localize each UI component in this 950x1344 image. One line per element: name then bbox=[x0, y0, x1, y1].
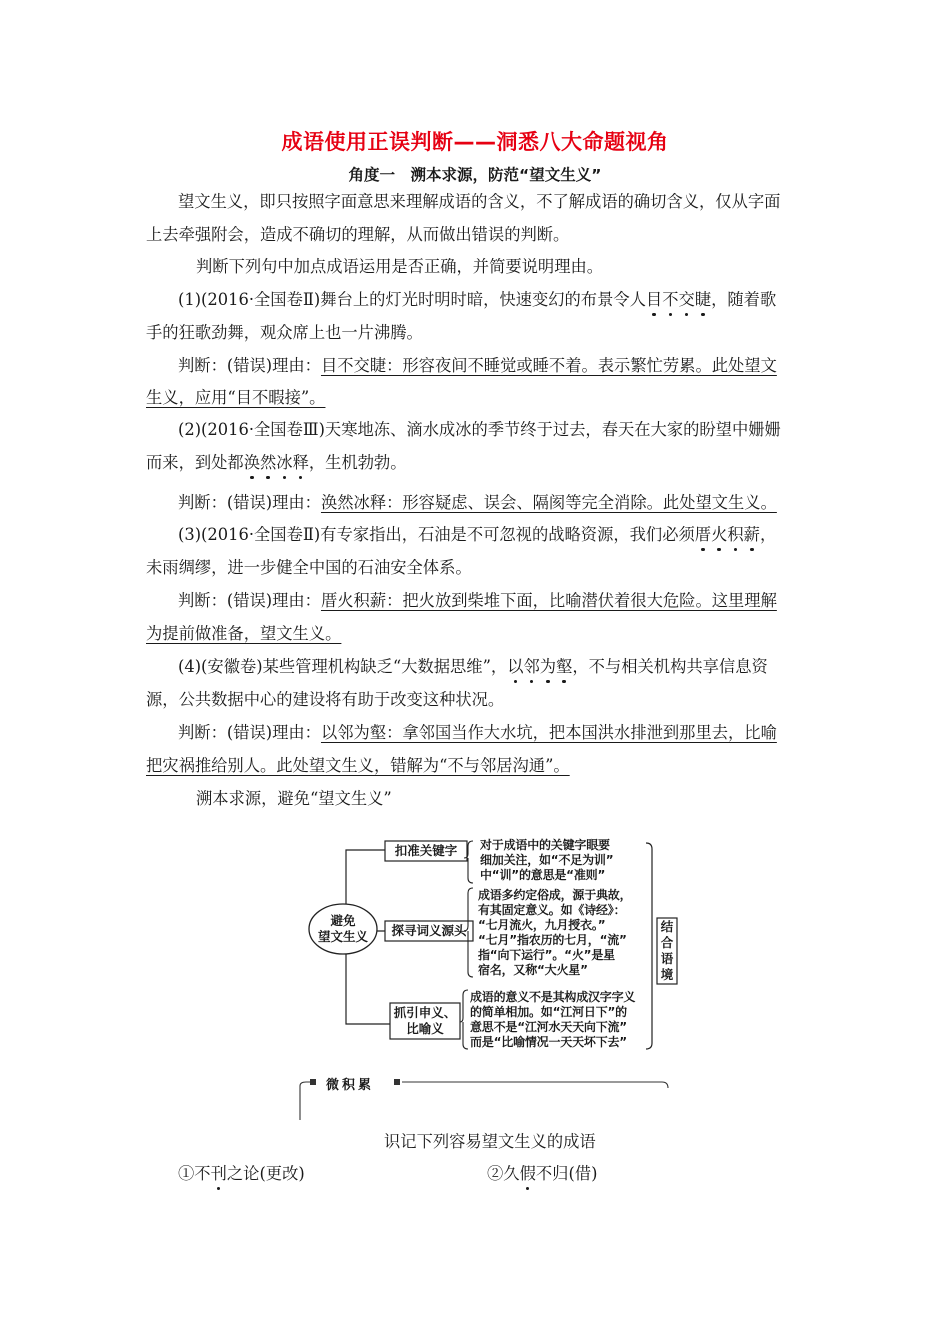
instruction: 判断下列句中加点成语运用是否正确，并简要说明理由。 bbox=[196, 257, 604, 276]
branch-label-1: 扣准关键字 bbox=[394, 843, 458, 858]
intro-line-2: 上去牵强附会，造成不确切的理解，从而做出错误的判断。 bbox=[146, 225, 570, 244]
answer-3-line-1: 判断：(错误)理由：厝火积薪：把火放到柴堆下面，比喻潜伏着很大危险。这里理解 bbox=[178, 591, 777, 610]
answer-1-line-2: 生义，应用“目不暇接”。 bbox=[146, 388, 326, 407]
question-2-line-1: (2)(2016·全国卷Ⅲ)天寒地冻、滴水成冰的季节终于过去，春天在大家的盼望中姗姗 bbox=[178, 420, 781, 439]
mind-map-center: 避免 望文生义 bbox=[317, 913, 368, 944]
dotted-idiom: 以邻为壑 bbox=[507, 657, 573, 676]
answer-1-line-1: 判断：(错误)理由：目不交睫：形容夜间不睡觉或睡不着。表示繁忙劳累。此处望文 bbox=[178, 356, 777, 375]
branch-text-3: 成语的意义不是其构成汉字字义 的简单相加。如“江河日下”的 意思不是“江河水天天向下流” 而是“比喻情况一天天坏下去” bbox=[470, 990, 636, 1049]
section-heading: 角度一 溯本求源，防范“望文生义” bbox=[348, 166, 602, 184]
accumulate-label: 微积累 bbox=[326, 1078, 375, 1093]
intro-line-1: 望文生义，即只按照字面意思来理解成语的含义，不了解成语的确切含义，仅从字面 bbox=[178, 192, 781, 211]
answer-3-line-2: 为提前做准备，望文生义。 bbox=[146, 624, 342, 643]
idiom-item-2: ②久假不归(借) bbox=[487, 1164, 598, 1183]
dotted-idiom: 厝火积薪 bbox=[694, 525, 760, 544]
branch-text-2: 成语多约定俗成，源于典故， 有其固定意义。如《诗经》： “七月流火，九月授衣。” “七月”指农历的七月，“流” 指“向下运行”。“火”是星 宿名，又称“大火星” bbox=[478, 888, 632, 977]
question-1-line-1: (1)(2016·全国卷Ⅱ)舞台上的灯光时明时暗，快速变幻的布景令人目不交睫，随着歌 bbox=[178, 290, 777, 309]
answer-2-line-1: 判断：(错误)理由：涣然冰释：形容疑虑、误会、隔阂等完全消除。此处望文生义。 bbox=[178, 493, 777, 512]
idiom-item-1: ①不刊之论(更改) bbox=[178, 1164, 305, 1183]
question-3-line-2: 未雨绸缪，进一步健全中国的石油安全体系。 bbox=[146, 558, 472, 577]
accumulate-title: 识记下列容易望文生义的成语 bbox=[384, 1132, 596, 1151]
summary-line: 溯本求源，避免“望文生义” bbox=[196, 789, 392, 808]
answer-4-line-1: 判断：(错误)理由：以邻为壑：拿邻国当作大水坑，把本国洪水排泄到那里去，比喻 bbox=[178, 723, 777, 742]
dotted-idiom: 目不交睫 bbox=[645, 290, 712, 309]
branch-label-3: 抓引申义、 比喻义 bbox=[393, 1005, 457, 1036]
answer-4-line-2: 把灾祸推给别人。此处望文生义，错解为“不与邻居沟通”。 bbox=[146, 756, 570, 775]
question-4-line-1: (4)(安徽卷)某些管理机构缺乏“大数据思维”，以邻为壑，不与相关机构共享信息资 bbox=[178, 657, 768, 676]
question-1-line-2: 手的狂歌劲舞，观众席上也一片沸腾。 bbox=[146, 323, 423, 342]
question-3-line-1: (3)(2016·全国卷Ⅱ)有专家指出，石油是不可忽视的战略资源，我们必须厝火积薪， bbox=[178, 525, 777, 544]
page-title: 成语使用正误判断——洞悉八大命题视角 bbox=[281, 130, 669, 154]
branch-text-1: 对于成语中的关键字眼要 细加关注，如“不足为训” 中“训”的意思是“准则” bbox=[480, 838, 614, 882]
mind-map bbox=[306, 838, 686, 1060]
branch-label-2: 探寻词义源头 bbox=[391, 923, 467, 938]
question-2-line-2: 而来，到处都涣然冰释，生机勃勃。 bbox=[146, 453, 407, 472]
question-4-line-2: 源，公共数据中心的建设将有助于改变这种状况。 bbox=[146, 690, 505, 709]
dotted-idiom: 涣然冰释 bbox=[243, 453, 309, 472]
side-label: 结 合 语 境 bbox=[660, 919, 674, 982]
